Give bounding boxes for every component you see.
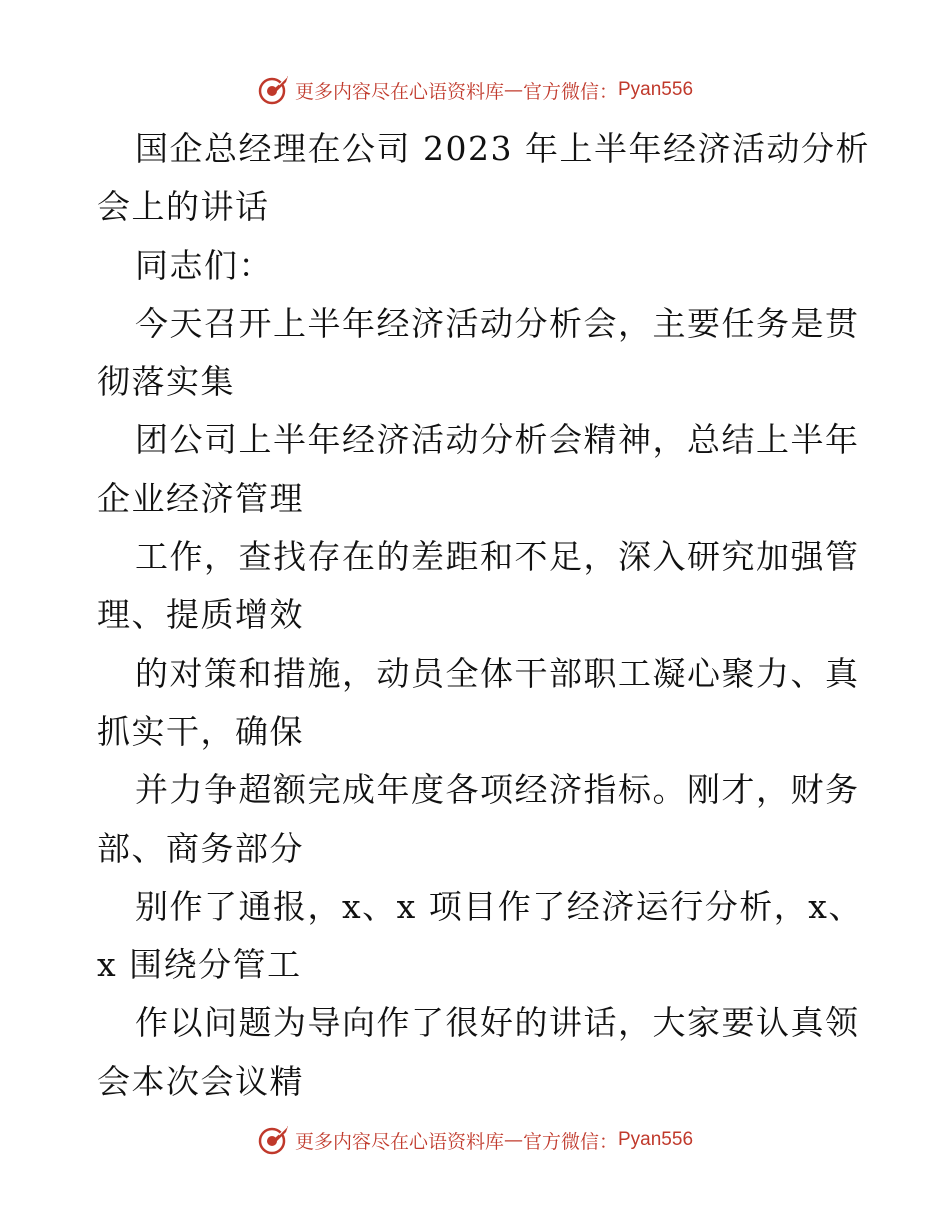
- body-line: 的对策和措施，动员全体干部职工凝心聚力、真: [135, 653, 860, 693]
- header-watermark-banner: [0, 68, 950, 112]
- banner-wechat-label: 官方微信：: [522, 1130, 618, 1153]
- title-line-1: 国企总经理在公司 2023 年上半年经济活动分析: [135, 129, 870, 168]
- title-line-2: 会上的讲话: [97, 187, 270, 227]
- banner-slogan: 更多内容尽在心语资料库: [294, 1130, 504, 1153]
- body-line: 工作，查找存在的差距和不足，深入研究加强管: [135, 537, 860, 577]
- banner-wechat-label: 官方微信：: [522, 80, 618, 103]
- banner-wechat-id: Pyan556: [618, 79, 694, 100]
- body-line: 部、商务部分: [97, 828, 304, 868]
- body-line: 理、提质增效: [97, 595, 304, 635]
- body-line: 今天召开上半年经济活动分析会，主要任务是贯: [135, 303, 860, 343]
- quill-circle-logo-icon: [257, 73, 291, 107]
- body-line: 企业经济管理: [97, 478, 304, 518]
- quill-circle-logo-icon: [257, 1123, 291, 1157]
- body-line: 彻落实集: [97, 362, 235, 402]
- banner-dash: —: [503, 79, 523, 101]
- body-line: 别作了通报，x、x 项目作了经济运行分析，x、: [135, 886, 863, 926]
- banner-dash: —: [503, 1129, 523, 1151]
- footer-watermark-banner: [0, 1118, 950, 1162]
- salutation: 同志们：: [135, 245, 273, 285]
- body-line: 抓实干，确保: [97, 711, 304, 751]
- body-line: x 围绕分管工: [97, 945, 302, 985]
- document-body: [97, 120, 870, 1111]
- body-line: 团公司上半年经济活动分析会精神，总结上半年: [135, 420, 860, 460]
- body-line: 并力争超额完成年度各项经济指标。刚才，财务: [135, 770, 860, 810]
- body-line: 作以问题为导向作了很好的讲话，大家要认真领: [135, 1003, 860, 1043]
- body-line: 会本次会议精: [97, 1061, 304, 1101]
- banner-wechat-id: Pyan556: [618, 1129, 694, 1150]
- banner-slogan: 更多内容尽在心语资料库: [294, 80, 504, 103]
